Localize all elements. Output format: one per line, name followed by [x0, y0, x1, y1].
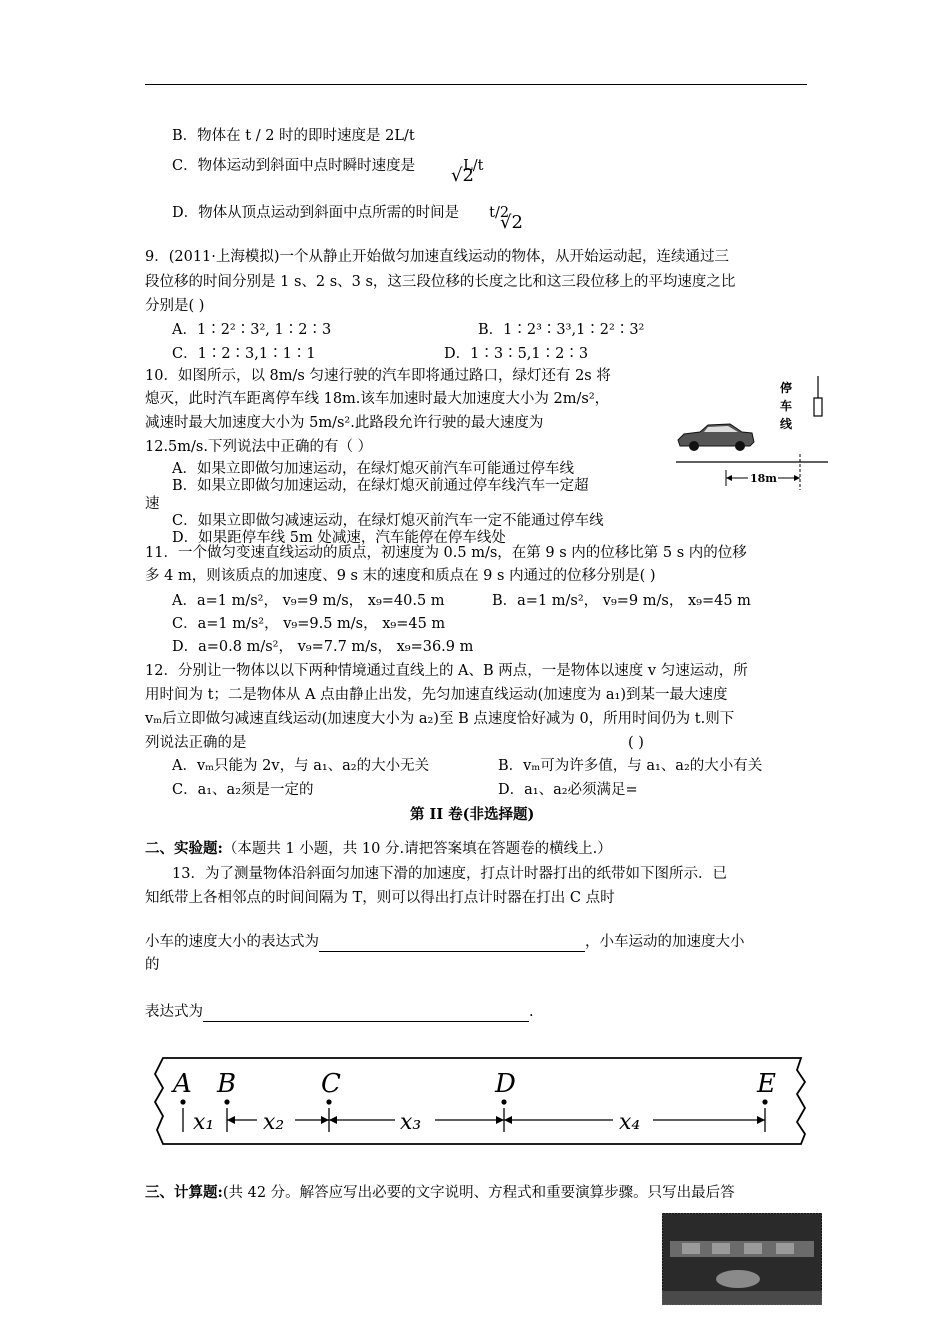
q11-option-b: B．a=1 m/s²， v₉=9 m/s， x₉=45 m: [492, 593, 751, 609]
q10-option-b: B．如果立即做匀加速运动，在绿灯熄灭前通过停车线汽车一定超: [172, 478, 589, 494]
stop-line-label-char: 停: [780, 381, 793, 395]
q12-stem-line2: 用时间为 t；二是物体从 A 点由静止出发，先匀加速直线运动(加速度为 a₁)到某一最大速度: [145, 687, 728, 703]
q12-answer-paren: ( ): [628, 735, 644, 751]
tape-segment-label: x₁: [193, 1110, 215, 1135]
section2-heading: 二、实验题:（本题共 1 小题，共 10 分.请把答案填在答题卷的横线上.）: [145, 840, 612, 857]
q9-stem-line3: 分别是( ): [145, 298, 205, 314]
q12-option-c: C．a₁、a₂须是一定的: [172, 782, 314, 798]
paper-tape-figure: [145, 1050, 813, 1152]
stop-line-label-char: 车: [780, 399, 793, 413]
q10-stem-line2: 熄灭，此时汽车距离停车线 18m.该车加速时最大加速度大小为 2m/s²，: [145, 391, 610, 407]
tape-point-label: C: [321, 1069, 341, 1099]
acceleration-answer-blank[interactable]: [203, 1005, 529, 1022]
tape-point-label: D: [495, 1069, 516, 1099]
q12-option-d: D．a₁、a₂必须满足=: [498, 782, 638, 798]
header-rule: [145, 84, 807, 85]
car-icon: [678, 424, 754, 451]
q12-option-b: B．vₘ可为许多值，与 a₁、a₂的大小有关: [498, 758, 763, 774]
q12-option-a: A．vₘ只能为 2v，与 a₁、a₂的大小无关: [172, 758, 430, 774]
q10-option-a: A．如果立即做匀加速运动，在绿灯熄灭前汽车可能通过停车线: [172, 461, 574, 477]
tape-point-label: B: [217, 1069, 237, 1099]
q12-stem-line4: 列说法正确的是: [145, 735, 247, 751]
stop-line-label-char: 线: [780, 417, 793, 431]
q11-option-d: D．a=0.8 m/s²， v₉=7.7 m/s， x₉=36.9 m: [172, 639, 474, 655]
tape-segment-label: x₄: [619, 1110, 641, 1135]
tape-dot: [326, 1099, 331, 1104]
q13-answer-line2: 表达式为 .: [145, 1004, 534, 1020]
q11-stem-line1: 11．一个做匀变速直线运动的质点，初速度为 0.5 m/s，在第 9 s 内的位移比第 5 s 内的位移: [145, 545, 747, 561]
sqrt-two-symbol: √2: [500, 212, 523, 233]
q13-answer-line1: 小车的速度大小的表达式为 ，小车运动的加速度大小: [145, 934, 745, 950]
q10-stem-line4: 12.5m/s.下列说法中正确的有（ ）: [145, 439, 373, 455]
q13-stem-line2: 知纸带上各相邻点的时间间隔为 T，则可以得出打点计时器在打出 C 点时: [145, 890, 615, 906]
tape-point-label: A: [173, 1069, 192, 1099]
section3-heading: 三、计算题:(共 42 分。解答应写出必要的文字说明、方程式和重要演算步骤。只写出最后答: [145, 1184, 735, 1201]
q11-stem-line2: 多 4 m，则该质点的加速度、9 s 末的速度和质点在 9 s 内通过的位移分别是( ): [145, 568, 656, 584]
tape-point-label: E: [757, 1069, 776, 1099]
tape-segment-label: x₂: [263, 1110, 285, 1135]
traffic-light-icon: [814, 398, 822, 416]
tape-dot: [224, 1099, 229, 1104]
q10-stem-line3: 减速时最大加速度大小为 5m/s².此路段允许行驶的最大速度为: [145, 415, 544, 431]
part2-title: 第 II 卷(非选择题): [410, 806, 535, 823]
q9-stem-line1: 9．(2011·上海模拟)一个从静止开始做匀加速直线运动的物体，从开始运动起，连续通过三: [145, 249, 730, 265]
q10-option-d: D．如果距停车线 5m 处减速，汽车能停在停车线处: [172, 530, 506, 546]
q13-answer-line1-cont: 的: [145, 957, 160, 973]
q13-stem-line1: 13．为了测量物体沿斜面匀加速下滑的加速度，打点计时器打出的纸带如下图所示．已: [172, 866, 727, 882]
sqrt-two-symbol: √2: [451, 165, 474, 186]
stop-line-figure: [670, 370, 830, 492]
q10-option-c: C．如果立即做匀减速运动，在绿灯熄灭前汽车一定不能通过停车线: [172, 513, 604, 529]
q10-option-b-cont: 速: [145, 496, 160, 512]
tape-dot: [501, 1099, 506, 1104]
tape-dot: [180, 1099, 185, 1104]
q9-option-a: A．1∶2²∶3², 1∶2∶3: [172, 322, 332, 338]
q9-option-b: B．1∶2³∶3³,1∶2²∶3²: [478, 322, 645, 338]
q12-stem-line3: vₘ后立即做匀减速直线运动(加速度大小为 a₂)至 B 点速度恰好减为 0，所用时间仍为 t.则下: [145, 711, 735, 727]
tape-segment-label: x₃: [400, 1110, 422, 1135]
q11-option-a: A．a=1 m/s²， v₉=9 m/s， x₉=40.5 m: [172, 593, 445, 609]
q10-stem-line1: 10．如图所示，以 8m/s 匀速行驶的汽车即将通过路口，绿灯还有 2s 将: [145, 368, 611, 384]
q8-option-b: B．物体在 t / 2 时的即时速度是 2L/t: [172, 128, 415, 144]
tape-dot: [762, 1099, 767, 1104]
q8-option-c: C．物体运动到斜面中点时瞬时速度是 L/t: [172, 158, 484, 174]
velocity-answer-blank[interactable]: [319, 935, 585, 952]
scanned-photo: [662, 1213, 822, 1305]
distance-label: 18m: [750, 472, 777, 485]
q11-option-c: C．a=1 m/s²， v₉=9.5 m/s， x₉=45 m: [172, 616, 446, 632]
q9-option-c: C．1∶2∶3,1∶1∶1: [172, 346, 316, 362]
q12-stem-line1: 12．分别让一物体以以下两种情境通过直线上的 A、B 两点，一是物体以速度 v 匀速运动，所: [145, 663, 748, 679]
q8-option-d: D．物体从顶点运动到斜面中点所需的时间是 t/2: [172, 205, 510, 221]
q9-stem-line2: 段位移的时间分别是 1 s、2 s、3 s，这三段位移的长度之比和这三段位移上的平均速度之比: [145, 274, 736, 290]
q9-option-d: D．1∶3∶5,1∶2∶3: [444, 346, 589, 362]
